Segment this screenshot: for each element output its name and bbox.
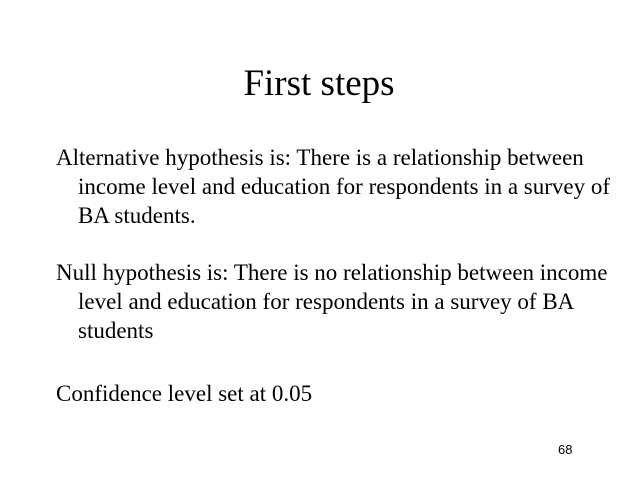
alternative-hypothesis-text: Alternative hypothesis is: There is a relationship between income level and education for respondents in a survey of BA students.	[56, 145, 611, 228]
null-hypothesis-text: Null hypothesis is: There is no relationship between income level and education for respondents in a survey of BA students	[56, 260, 608, 343]
confidence-level-text: Confidence level set at 0.05	[56, 381, 313, 406]
page-number: 68	[558, 442, 573, 457]
slide-title: First steps	[243, 63, 395, 104]
